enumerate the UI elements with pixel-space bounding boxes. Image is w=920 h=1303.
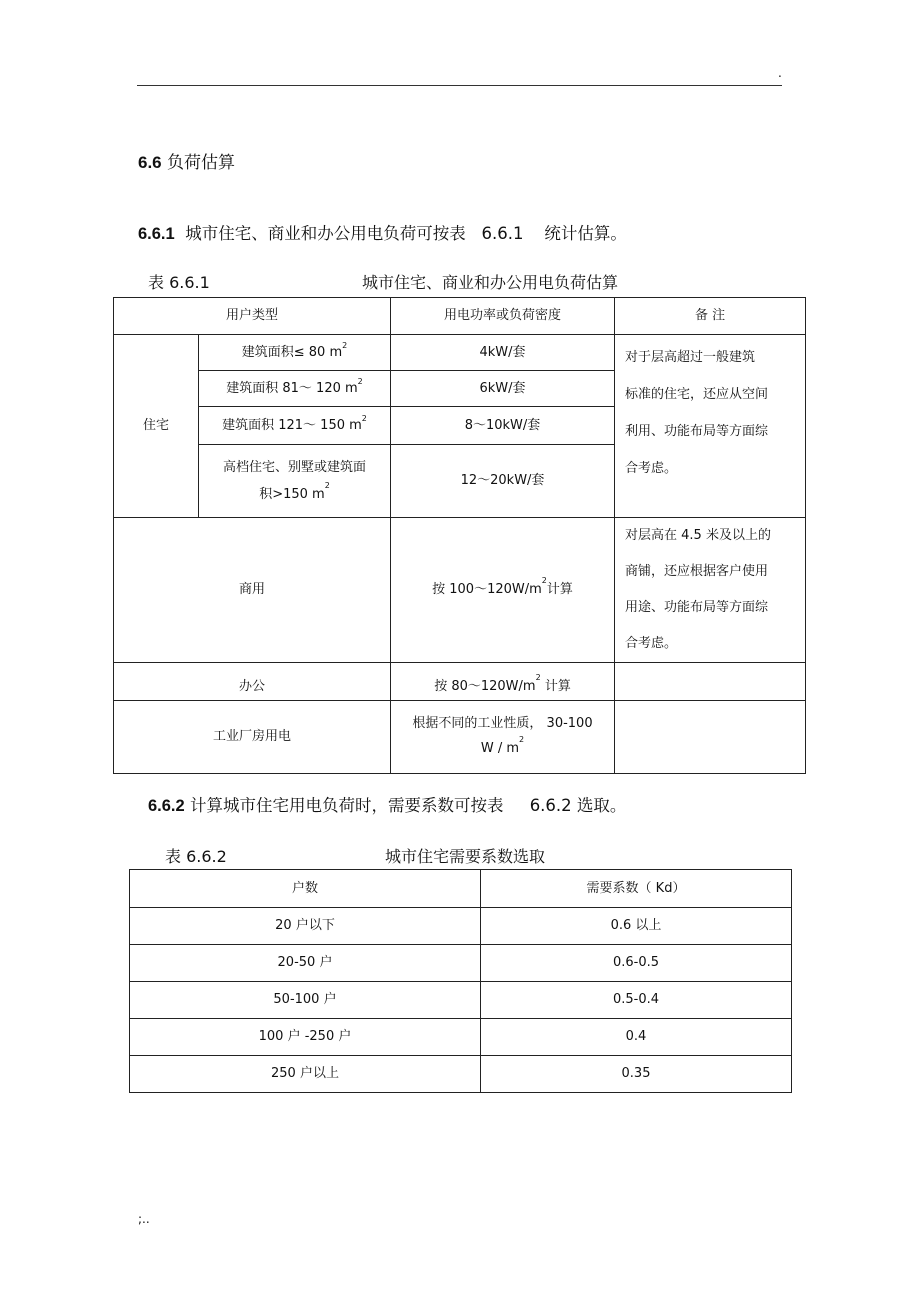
- para2-ref: 6.6.2: [529, 796, 572, 815]
- industrial-load: 根据不同的工业性质， 30-100 W / $m^2$: [391, 701, 615, 774]
- industrial-note: [615, 701, 806, 774]
- table-row: [114, 335, 806, 371]
- residential-note: 对于层高超过一般建筑 标准的住宅，还应从空间 利用、功能布局等方面综 合考虑。: [615, 335, 806, 518]
- header-rule: [137, 85, 782, 86]
- households-cell: 20 户以下: [130, 908, 481, 945]
- table1-caption-number: 表 6.6.1: [148, 273, 210, 292]
- table-row: [130, 1019, 792, 1056]
- office-load: 按 $80\sim 120W/m^2$ 计算: [391, 663, 615, 701]
- section-heading: [138, 148, 235, 173]
- load-cell: 4kW/套: [391, 335, 615, 371]
- table-row: [130, 982, 792, 1019]
- households-cell: 20-50 户: [130, 945, 481, 982]
- para1-ref: 6.6.1: [481, 224, 524, 243]
- table1-caption-title: 城市住宅、商业和办公用电负荷估算: [362, 273, 619, 292]
- para2-post: 选取。: [576, 796, 627, 815]
- households-cell: 50-100 户: [130, 982, 481, 1019]
- para1-number: 6.6.1: [138, 225, 175, 243]
- households-cell: 100 户 -250 户: [130, 1019, 481, 1056]
- industrial-label: 工业厂房用电: [114, 701, 391, 774]
- table-row: [114, 518, 806, 663]
- table-header-row: [130, 870, 792, 908]
- commercial-note: 对层高在 4.5 米及以上的 商铺，还应根据客户使用 用途、功能布局等方面综 合考虑。: [615, 518, 806, 663]
- section-number: 6.6: [138, 153, 162, 172]
- table-row: [130, 945, 792, 982]
- header-load-density: 用电功率或负荷密度: [391, 298, 615, 335]
- area-cell: 建筑面积 81～ 120 $m^2$: [199, 371, 391, 407]
- footer-mark: ;..: [138, 1212, 150, 1226]
- factor-cell: 0.6-0.5: [481, 945, 792, 982]
- header-households: 户数: [130, 870, 481, 908]
- table-header-row: [114, 298, 806, 335]
- office-label: 办公: [114, 663, 391, 701]
- residential-label: 住宅: [114, 335, 199, 518]
- office-note: [615, 663, 806, 701]
- para1-text: 城市住宅、商业和办公用电负荷可按表: [185, 224, 466, 243]
- para2-number: 6.6.2: [148, 797, 185, 815]
- load-cell: 6kW/套: [391, 371, 615, 407]
- table2-caption-number: 表 6.6.2: [165, 847, 227, 866]
- header-remarks: 备 注: [615, 298, 806, 335]
- load-estimate-table: [113, 297, 806, 774]
- factor-cell: 0.4: [481, 1019, 792, 1056]
- factor-cell: 0.6 以上: [481, 908, 792, 945]
- factor-cell: 0.35: [481, 1056, 792, 1093]
- load-cell: 12～20kW/套: [391, 445, 615, 518]
- area-cell: 高档住宅、别墅或建筑面 积>150 $m^2$: [199, 445, 391, 518]
- header-user-type: 用户类型: [114, 298, 391, 335]
- paragraph-6-6-1: [138, 220, 627, 244]
- area-cell: 建筑面积 121～ 150 $m^2$: [199, 407, 391, 445]
- table-row: [114, 663, 806, 701]
- area-cell: 建筑面积≤ 80 $m^2$: [199, 335, 391, 371]
- section-title: 负荷估算: [167, 153, 236, 173]
- para1-post: 统计估算。: [544, 224, 627, 243]
- households-cell: 250 户以上: [130, 1056, 481, 1093]
- commercial-label: 商用: [114, 518, 391, 663]
- header-dot: .: [778, 66, 782, 80]
- table-row: [114, 701, 806, 774]
- demand-factor-table: [129, 869, 792, 1093]
- paragraph-6-6-2: [148, 792, 626, 816]
- table-row: [130, 908, 792, 945]
- commercial-load: 按 $100\sim 120W/m^2$计算: [391, 518, 615, 663]
- factor-cell: 0.5-0.4: [481, 982, 792, 1019]
- para2-text: 计算城市住宅用电负荷时，需要系数可按表: [189, 796, 504, 815]
- table-row: [130, 1056, 792, 1093]
- load-cell: 8～10kW/套: [391, 407, 615, 445]
- table2-caption-title: 城市住宅需要系数选取: [385, 847, 546, 866]
- header-demand-factor: 需要系数（ Kd）: [481, 870, 792, 908]
